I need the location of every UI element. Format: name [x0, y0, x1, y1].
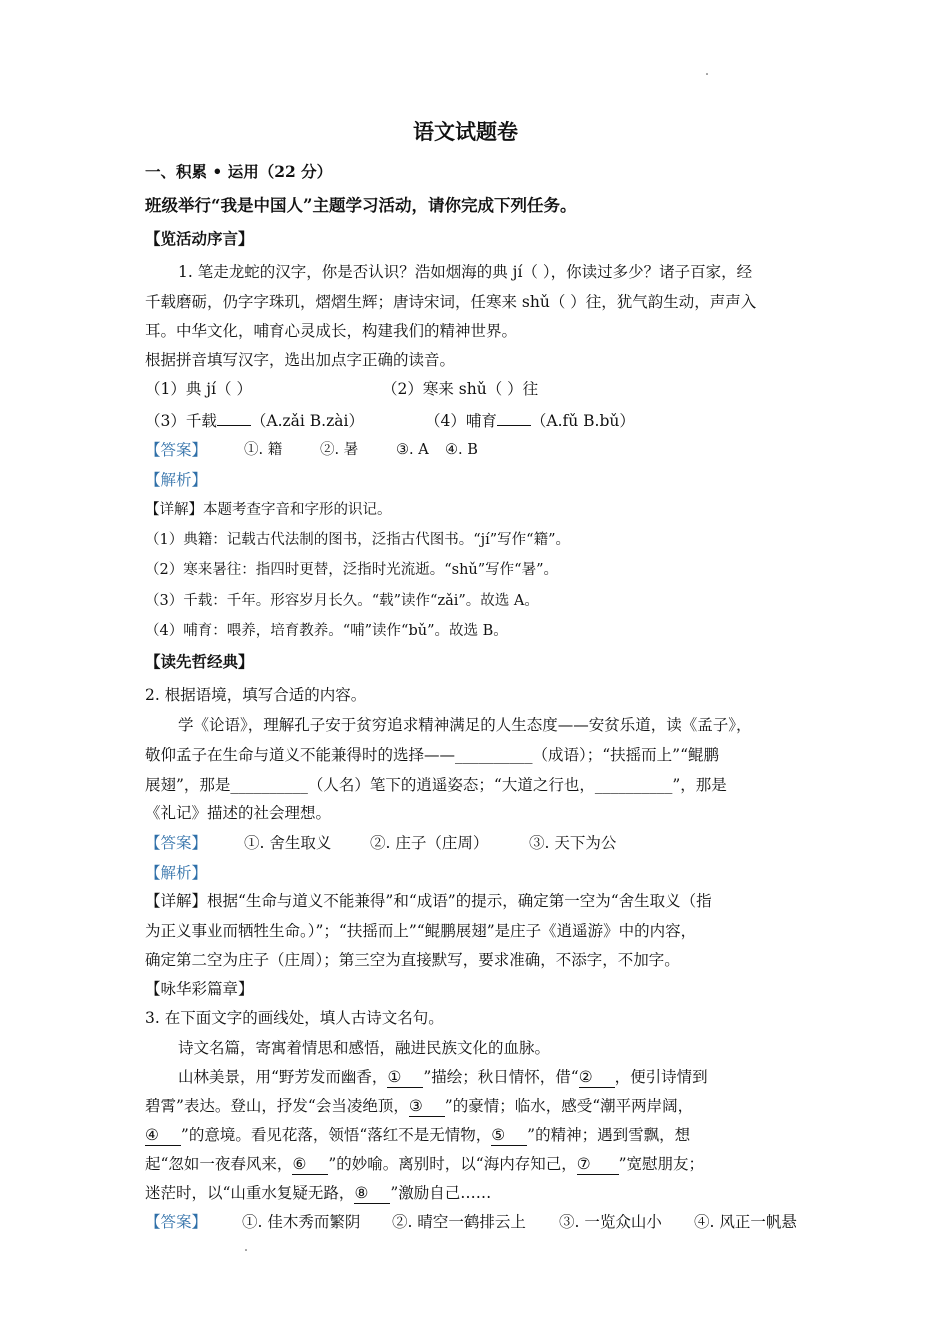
q3-para-line: [145, 1183, 491, 1204]
q3-text: ，便引诗情到: [614, 1068, 708, 1086]
q3-answer-3: ③. 一览众山小: [559, 1213, 662, 1231]
q1-answer-2: ②. 暑: [320, 442, 359, 458]
q3-answer-1: ①. 佳木秀而繁阴: [242, 1213, 361, 1231]
q3-text: ”的豪情；临水，感受“潮平两岸阔，: [444, 1097, 694, 1115]
q1-item-2: （2）寒来 shǔ（ ）往: [382, 380, 539, 398]
task-intro: 班级举行“我是中国人”主题学习活动，请你完成下列任务。: [145, 196, 577, 215]
q1-para-line: 1. 笔走龙蛇的汉字，你是否认识？浩如烟海的典 jí（ ），你读过多少？诸子百家，经: [178, 263, 753, 281]
scan-dot: [245, 1249, 247, 1251]
q3-text: 起“忽如一夜春风来，: [145, 1155, 293, 1173]
q2-detail-line: 【详解】根据“生命与道义不能兼得”和“成语”的提示，确定第一空为“舍生取义（指: [145, 892, 712, 910]
q1-item-4: [425, 409, 635, 431]
q3-blank-4: ④: [145, 1125, 181, 1146]
q2-para-line: 展翅”，那是__________（人名）笔下的逍遥姿态；“大道之行也，__________”，那是: [145, 776, 727, 794]
q3-para-line: [178, 1067, 708, 1088]
q1-answer-1: ①. 籍: [244, 442, 283, 458]
q1-item-4-options: （A.fǔ B.bǔ）: [530, 412, 635, 430]
q3-blank-6: ⑥: [292, 1154, 328, 1175]
q1-answer-row: [145, 440, 207, 460]
q2-para-line: 《礼记》描述的社会理想。: [145, 804, 332, 822]
answer-label: 【答案】: [145, 1213, 208, 1231]
q2-answer-1: ①. 舍生取义: [244, 834, 332, 852]
q1-blank-3: [217, 409, 251, 426]
q3-para-line: [145, 1096, 693, 1117]
q2-detail-line: 为正义事业而牺牲生命。）”；“扶摇而上”“鲲鹏展翅”是庄子《逍遥游》中的内容，: [145, 922, 697, 940]
block-heading: 【读先哲经典】: [145, 652, 254, 671]
q3-blank-2: ②: [579, 1067, 615, 1088]
q1-item-3: [145, 409, 364, 431]
analysis-label: 【解析】: [145, 864, 208, 882]
q1-detail-line: （1）典籍：记载古代法制的图书，泛指古代图书。“jí”写作“籍”。: [145, 532, 571, 548]
block-heading: 【咏华彩篇章】: [145, 980, 254, 998]
q3-text: 山林美景，用“野芳发而幽香，: [178, 1068, 388, 1086]
q1-item-1: （1）典 jí（ ）: [145, 380, 252, 398]
q3-text: ”激励自己……: [390, 1184, 492, 1202]
q2-answer-3: ③. 天下为公: [529, 834, 617, 852]
q3-blank-8: ⑧: [354, 1183, 390, 1204]
q3-answer-2: ②. 晴空一鹤排云上: [392, 1213, 526, 1231]
q1-detail-line: （4）哺育：喂养，培育教养。“哺”读作“bǔ”。故选 B。: [145, 623, 508, 639]
section-header: 一、积累 • 运用（22 分）: [145, 162, 333, 181]
q3-blank-3: ③: [409, 1096, 445, 1117]
q3-blank-7: ⑦: [577, 1154, 619, 1175]
q2-detail-line: 确定第二空为庄子（庄周）；第三空为直接默写，要求准确，不添字，不加字。: [145, 951, 680, 969]
q3-para-line: [145, 1154, 704, 1175]
q1-para-line: 耳。中华文化，哺育心灵成长，构建我们的精神世界。: [145, 322, 518, 340]
q2-para-line: 学《论语》，理解孔子安于贫穷追求精神满足的人生态度——安贫乐道，读《孟子》，: [178, 716, 752, 734]
q1-detail-line: 【详解】本题考查字音和字形的识记。: [145, 502, 392, 518]
scan-dot: [706, 73, 708, 75]
q3-text: ”的妙喻。离别时，以“海内存知己，: [328, 1155, 577, 1173]
q3-text: ”的精神；遇到雪飘，想: [527, 1126, 691, 1144]
q1-answer-3: ③. A: [396, 442, 429, 458]
q3-blank-1: ①: [387, 1067, 423, 1088]
q3-answer-4: ④. 风正一帆悬: [694, 1213, 797, 1231]
q1-detail-line: （2）寒来暑往：指四时更替，泛指时光流逝。“shǔ”写作“暑”。: [145, 562, 558, 578]
q1-item-3-options: （A.zǎi B.zài）: [250, 412, 364, 430]
q3-text: ”描绘；秋日情怀，借“: [423, 1068, 579, 1086]
block-heading: 【览活动序言】: [145, 229, 254, 248]
q1-instruction: 根据拼音填写汉字，选出加点字正确的读音。: [145, 351, 456, 369]
q2-para-line: 敬仰孟子在生命与道义不能兼得时的选择——__________（成语）；“扶摇而上”“鲲鹏: [145, 746, 720, 764]
q3-text: ”宽慰朋友；: [618, 1155, 705, 1173]
q1-item-4-label: （4）哺育: [425, 412, 497, 430]
q1-item-3-label: （3）千载: [145, 412, 217, 430]
page-title: 语文试题卷: [413, 119, 518, 144]
q2-stem: 2. 根据语境，填写合适的内容。: [145, 686, 367, 704]
q3-blank-5: ⑤: [491, 1125, 527, 1146]
q2-answer-2: ②. 庄子（庄周）: [370, 834, 489, 852]
q1-blank-4: [497, 409, 531, 426]
q1-para-line: 千载磨砺，仍字字珠玑，熠熠生辉；唐诗宋词，任寒来 shǔ（ ）往，犹气韵生动，声声入: [145, 293, 757, 311]
q1-detail-line: （3）千载：千年。形容岁月长久。“载”读作“zǎi”。故选 A。: [145, 593, 539, 609]
q3-text: 迷茫时，以“山重水复疑无路，: [145, 1184, 355, 1202]
analysis-label: 【解析】: [145, 471, 208, 489]
q1-answer-4: ④. B: [445, 442, 478, 458]
q3-text: 碧霄”表达。登山，抒发“会当凌绝顶，: [145, 1097, 409, 1115]
answer-label: 【答案】: [145, 834, 208, 852]
answer-label: 【答案】: [145, 441, 208, 459]
q3-text: ”的意境。看见花落，领悟“落红不是无情物，: [180, 1126, 492, 1144]
q3-stem: 3. 在下面文字的画线处，填人古诗文名句。: [145, 1009, 444, 1027]
q3-para-line: 诗文名篇，寄寓着情思和感悟，融进民族文化的血脉。: [178, 1039, 551, 1057]
q3-para-line: [145, 1125, 690, 1146]
